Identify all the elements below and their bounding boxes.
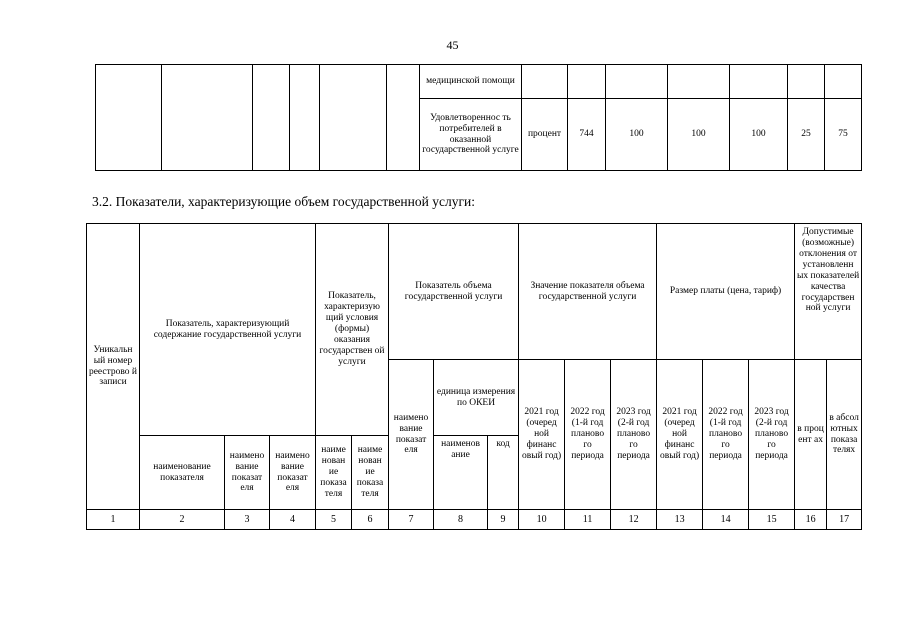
header-deviations: Допустимые (возможные) отклонения от установленн ых показателей качества государствен ной услуги (795, 224, 862, 360)
header-year-2021: 2021 год (очеред ной финанс овый год) (519, 360, 565, 510)
header-content-indicator: Показатель, характеризующий содержание государственной услуги (140, 224, 316, 436)
header-okei-code: код (488, 436, 519, 510)
empty-cell (320, 65, 387, 171)
okei-code-cell: 744 (568, 99, 606, 171)
empty-cell (825, 65, 862, 99)
header-volume-indicator-name: наимено вание показат еля (389, 360, 434, 510)
header-volume-indicator: Показатель объема государственной услуги (389, 224, 519, 360)
header-volume-value: Значение показателя объема государственной услуги (519, 224, 657, 360)
unit-cell: процент (522, 99, 568, 171)
header-okei-unit: единица измерения по ОКЕИ (434, 360, 519, 436)
header-registry-number: Уникальн ый номер реестрово й записи (87, 224, 140, 510)
deviation-percent-cell: 25 (788, 99, 825, 171)
empty-cell (522, 65, 568, 99)
quality-indicators-table-continuation (95, 64, 862, 171)
empty-cell (788, 65, 825, 99)
empty-cell (162, 65, 253, 171)
header-year-2023: 2023 год (2-й год планово го периода (611, 360, 657, 510)
header-deviation-percent: в проц ент ах (795, 360, 827, 510)
empty-cell (253, 65, 290, 171)
header-fee: Размер платы (цена, тариф) (657, 224, 795, 360)
value-2021-cell: 100 (606, 99, 668, 171)
empty-cell (387, 65, 420, 171)
column-number-cell: 12 (611, 510, 657, 530)
column-number-cell: 6 (352, 510, 389, 530)
column-number-cell: 7 (389, 510, 434, 530)
column-number-cell: 1 (87, 510, 140, 530)
header-content-indicator-name: наименование показателя (140, 436, 225, 510)
column-number-cell: 5 (316, 510, 352, 530)
volume-indicators-table (86, 223, 862, 530)
value-2023-cell: 100 (730, 99, 788, 171)
column-number-cell: 10 (519, 510, 565, 530)
indicator-name-cell: медицинской помощи (420, 65, 522, 99)
header-conditions-indicator-name-1: наиме нован ие показа теля (316, 436, 352, 510)
column-number-cell: 4 (270, 510, 316, 530)
column-number-cell: 17 (827, 510, 862, 530)
column-number-cell: 8 (434, 510, 488, 530)
header-content-indicator-name-2: наимено вание показат еля (225, 436, 270, 510)
column-number-cell: 16 (795, 510, 827, 530)
header-content-indicator-name-3: наимено вание показат еля (270, 436, 316, 510)
header-conditions-indicator-name-2: наиме нован ие показа теля (352, 436, 389, 510)
empty-cell (290, 65, 320, 171)
header-fee-year-2021: 2021 год (очеред ной финанс овый год) (657, 360, 703, 510)
header-fee-year-2023: 2023 год (2-й год планово го периода (749, 360, 795, 510)
header-deviation-absolute: в абсол ютных показа телях (827, 360, 862, 510)
empty-cell (606, 65, 668, 99)
column-number-cell: 11 (565, 510, 611, 530)
column-number-cell: 15 (749, 510, 795, 530)
column-number-cell: 13 (657, 510, 703, 530)
page-number: 45 (446, 38, 459, 52)
column-number-cell: 14 (703, 510, 749, 530)
empty-cell (96, 65, 162, 171)
header-year-2022: 2022 год (1-й год планово го периода (565, 360, 611, 510)
column-number-cell: 2 (140, 510, 225, 530)
section-heading: 3.2. Показатели, характеризующие объем государственной услуги: (92, 194, 475, 209)
header-fee-year-2022: 2022 год (1-й год планово го периода (703, 360, 749, 510)
empty-cell (668, 65, 730, 99)
empty-cell (568, 65, 606, 99)
indicator-name-cell: Удовлетвореннос ть потребителей в оказанной государственной услуге (420, 99, 522, 171)
header-conditions-indicator: Показатель, характеризую щий условия (формы) оказания государствен ой услуги (316, 224, 389, 436)
column-number-cell: 3 (225, 510, 270, 530)
column-number-cell: 9 (488, 510, 519, 530)
deviation-absolute-cell: 75 (825, 99, 862, 171)
value-2022-cell: 100 (668, 99, 730, 171)
empty-cell (730, 65, 788, 99)
header-okei-name: наименов ание (434, 436, 488, 510)
